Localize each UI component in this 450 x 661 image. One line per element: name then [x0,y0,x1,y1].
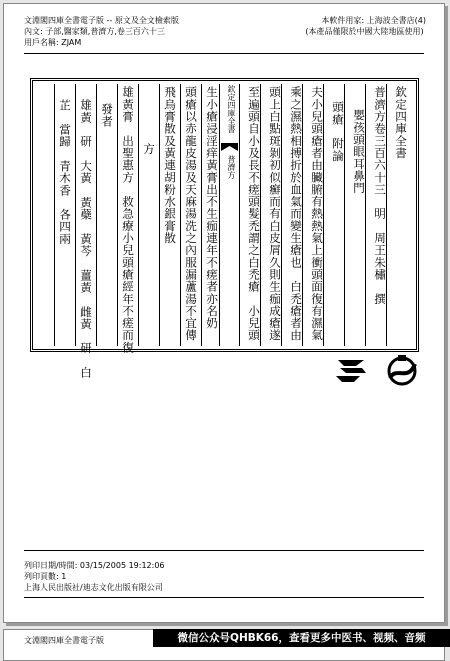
column-rule [96,84,97,346]
subsection-heading: 頭瘡 附論 [331,101,345,162]
header-content-path: 內文: 子部,醫家類,普濟方,卷三百六十三 [24,27,165,36]
print-pages: 列印頁數: 1 [24,572,67,581]
column-rule [180,84,181,346]
header-username: 用戶名稱: ZJAM [24,38,82,47]
text-column: 至遍頭自小及長不瘥頭髮禿謂之白禿瘡 小兒頭 [247,86,261,342]
text-column: 飛烏膏散及黃連胡粉水銀膏散 [163,86,177,244]
text-column: 生小瘡浸淫痒黃膏出不生痂連年不瘥者亦名奶 [205,86,219,329]
column-rule [54,84,55,346]
ingredient-column: 芷 當歸 青木香 各四兩 [58,99,72,245]
column-rule [75,84,76,346]
promo-banner: 微信公众号QHBK66，查看更多中医书、视频、音频 [153,629,450,647]
margin-volume-title: 普濟方 [227,155,236,179]
text-column: 頭瘡以赤龍皮湯及天麻湯洗之內服漏蘆湯不宜傳 [184,86,198,342]
book-title: 欽定四庫全書 [394,86,408,159]
footer-divider [24,550,424,551]
next-page-header: 文淵閣四庫全書電子版 [24,636,104,645]
ingredient-column: 雄黃 研 大黃 黃蘗 黃芩 薑黃 雌黃 研 白 [79,99,93,379]
document-page [3,3,445,623]
book-page-frame [30,78,419,379]
center-column-rule [239,84,240,346]
column-rule [138,84,139,346]
volume-title: 普濟方卷三百六十三 明 周王朱橚 撰 [373,86,387,305]
column-rule [117,84,118,346]
column-rule [201,84,202,346]
header-edition: 文淵閣四庫全書電子版 -- 原文及全文檢索版 [24,16,179,25]
fishtail-mark [221,143,238,151]
header-divider [24,53,424,54]
header-left [24,15,179,48]
center-column-rule [219,84,220,346]
text-column: 頭上白點斑剝初似癬而有白皮屑久則生痂成瘡遂 [268,86,282,342]
section-heading: 嬰孩頭眼耳鼻門 [352,109,366,195]
publisher-logo-icon [334,356,370,384]
header-licensee: 本軟件用家: 上海波全書店(4) [321,16,426,25]
margin-book-title: 欽定四庫全書 [227,85,236,133]
header-region-notice: (本產品僅限於中國大陸地區使用) [305,27,424,36]
seal-logo-icon [382,352,422,388]
text-column: 雄黃膏 出聖惠方 救急療小兒頭瘡經年不瘥而復 [121,86,135,354]
prescriptions-heading: 方 [142,143,156,156]
footer-divider [24,597,424,598]
text-column: 發者 [100,103,114,128]
print-date: 列印日期/時間: 03/15/2005 19:12:06 [24,561,165,570]
text-column: 乘之濕熱相搏折於血氣而變生瘡也 白禿瘡者由 [289,86,303,342]
column-rule [159,84,160,346]
header-right [305,15,426,37]
text-column: 夫小兒頭瘡者由臟腑有熱熱氣上衝頭面復有濕氣 [310,86,324,342]
publisher: 上海人民出版社/迪志文化出版有限公司 [24,583,163,592]
